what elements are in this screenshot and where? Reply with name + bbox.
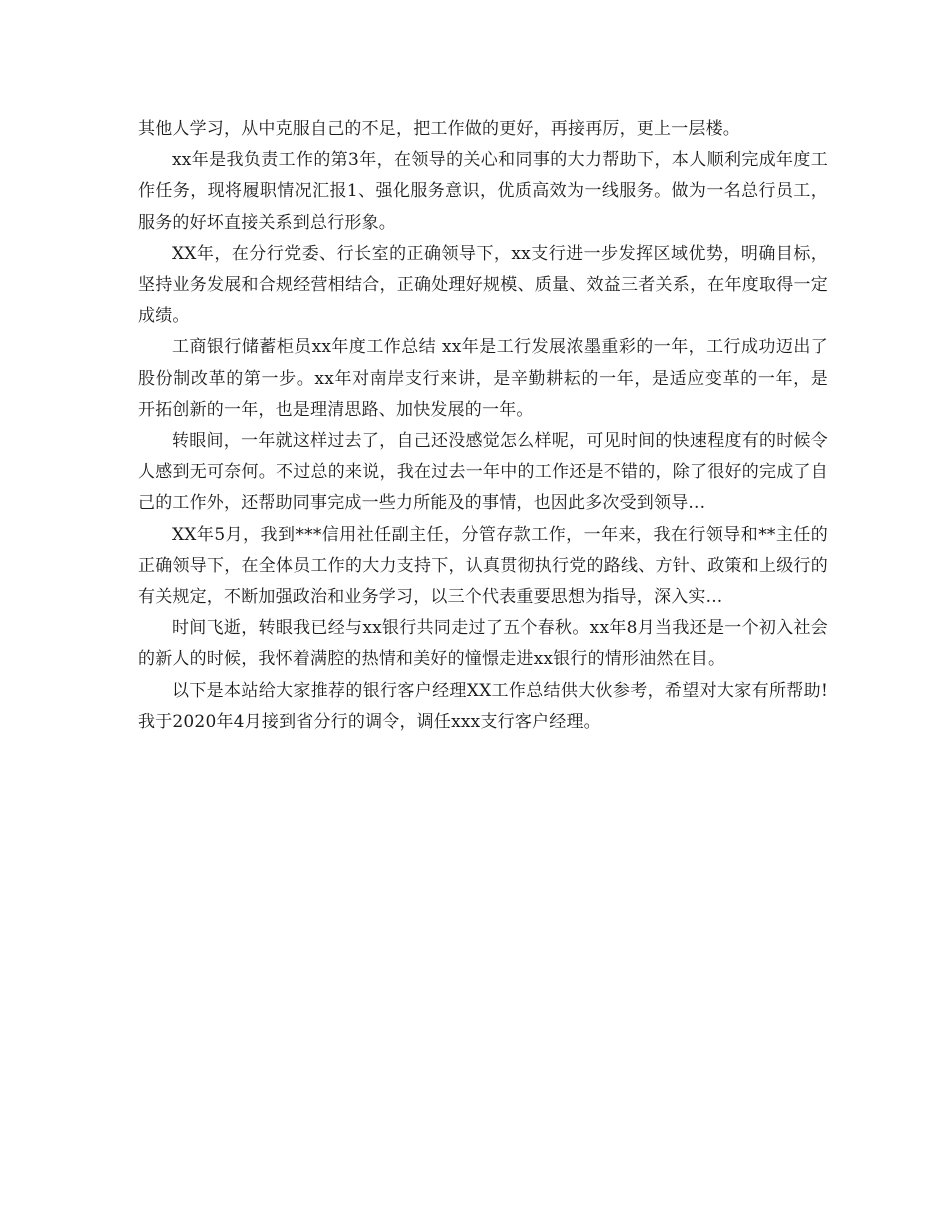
paragraph-2: xx年是我负责工作的第3年，在领导的关心和同事的大力帮助下，本人顺利完成年度工作任务，现将履职情况汇报1、强化服务意识，优质高效为一线服务。做为一名总行员工，服务的好坏直接关系到总行形象。 bbox=[138, 150, 828, 233]
paragraph-1: 其他人学习，从中克服自己的不足，把工作做的更好，再接再厉，更上一层楼。 bbox=[138, 119, 740, 139]
paragraph-6: XX年5月，我到***信用社任副主任，分管存款工作，一年来，我在行领导和**主任的正确领导下，在全体员工作的大力支持下，认真贯彻执行党的路线、方针、政策和上级行的有关规定，不断加强政治和业务学习，以三个代表重要思想为指导，深入实... bbox=[138, 524, 828, 608]
document-body bbox=[138, 114, 828, 738]
paragraph-3: XX年，在分行党委、行长室的正确领导下，xx支行进一步发挥区域优势，明确目标，坚持业务发展和合规经营相结合，正确处理好规模、质量、效益三者关系，在年度取得一定成绩。 bbox=[138, 243, 828, 327]
paragraph-8: 以下是本站给大家推荐的银行客户经理XX工作总结供大伙参考，希望对大家有所帮助!我于2020年4月接到省分行的调令，调任xxx支行客户经理。 bbox=[138, 680, 828, 732]
paragraph-4: 工商银行储蓄柜员xx年度工作总结 xx年是工行发展浓墨重彩的一年，工行成功迈出了股份制改革的第一步。xx年对南岸支行来讲，是辛勤耕耘的一年，是适应变革的一年，是开拓创新的一年，也是理清思路、加快发展的一年。 bbox=[138, 337, 828, 420]
paragraph-7: 时间飞逝，转眼我已经与xx银行共同走过了五个春秋。xx年8月当我还是一个初入社会的新人的时候，我怀着满腔的热情和美好的憧憬走进xx银行的情形油然在目。 bbox=[138, 618, 828, 670]
paragraph-5: 转眼间，一年就这样过去了，自己还没感觉怎么样呢，可见时间的快速程度有的时候令人感到无可奈何。不过总的来说，我在过去一年中的工作还是不错的，除了很好的完成了自己的工作外，还帮助同事完成一些力所能及的事情，也因此多次受到领导... bbox=[138, 431, 828, 514]
